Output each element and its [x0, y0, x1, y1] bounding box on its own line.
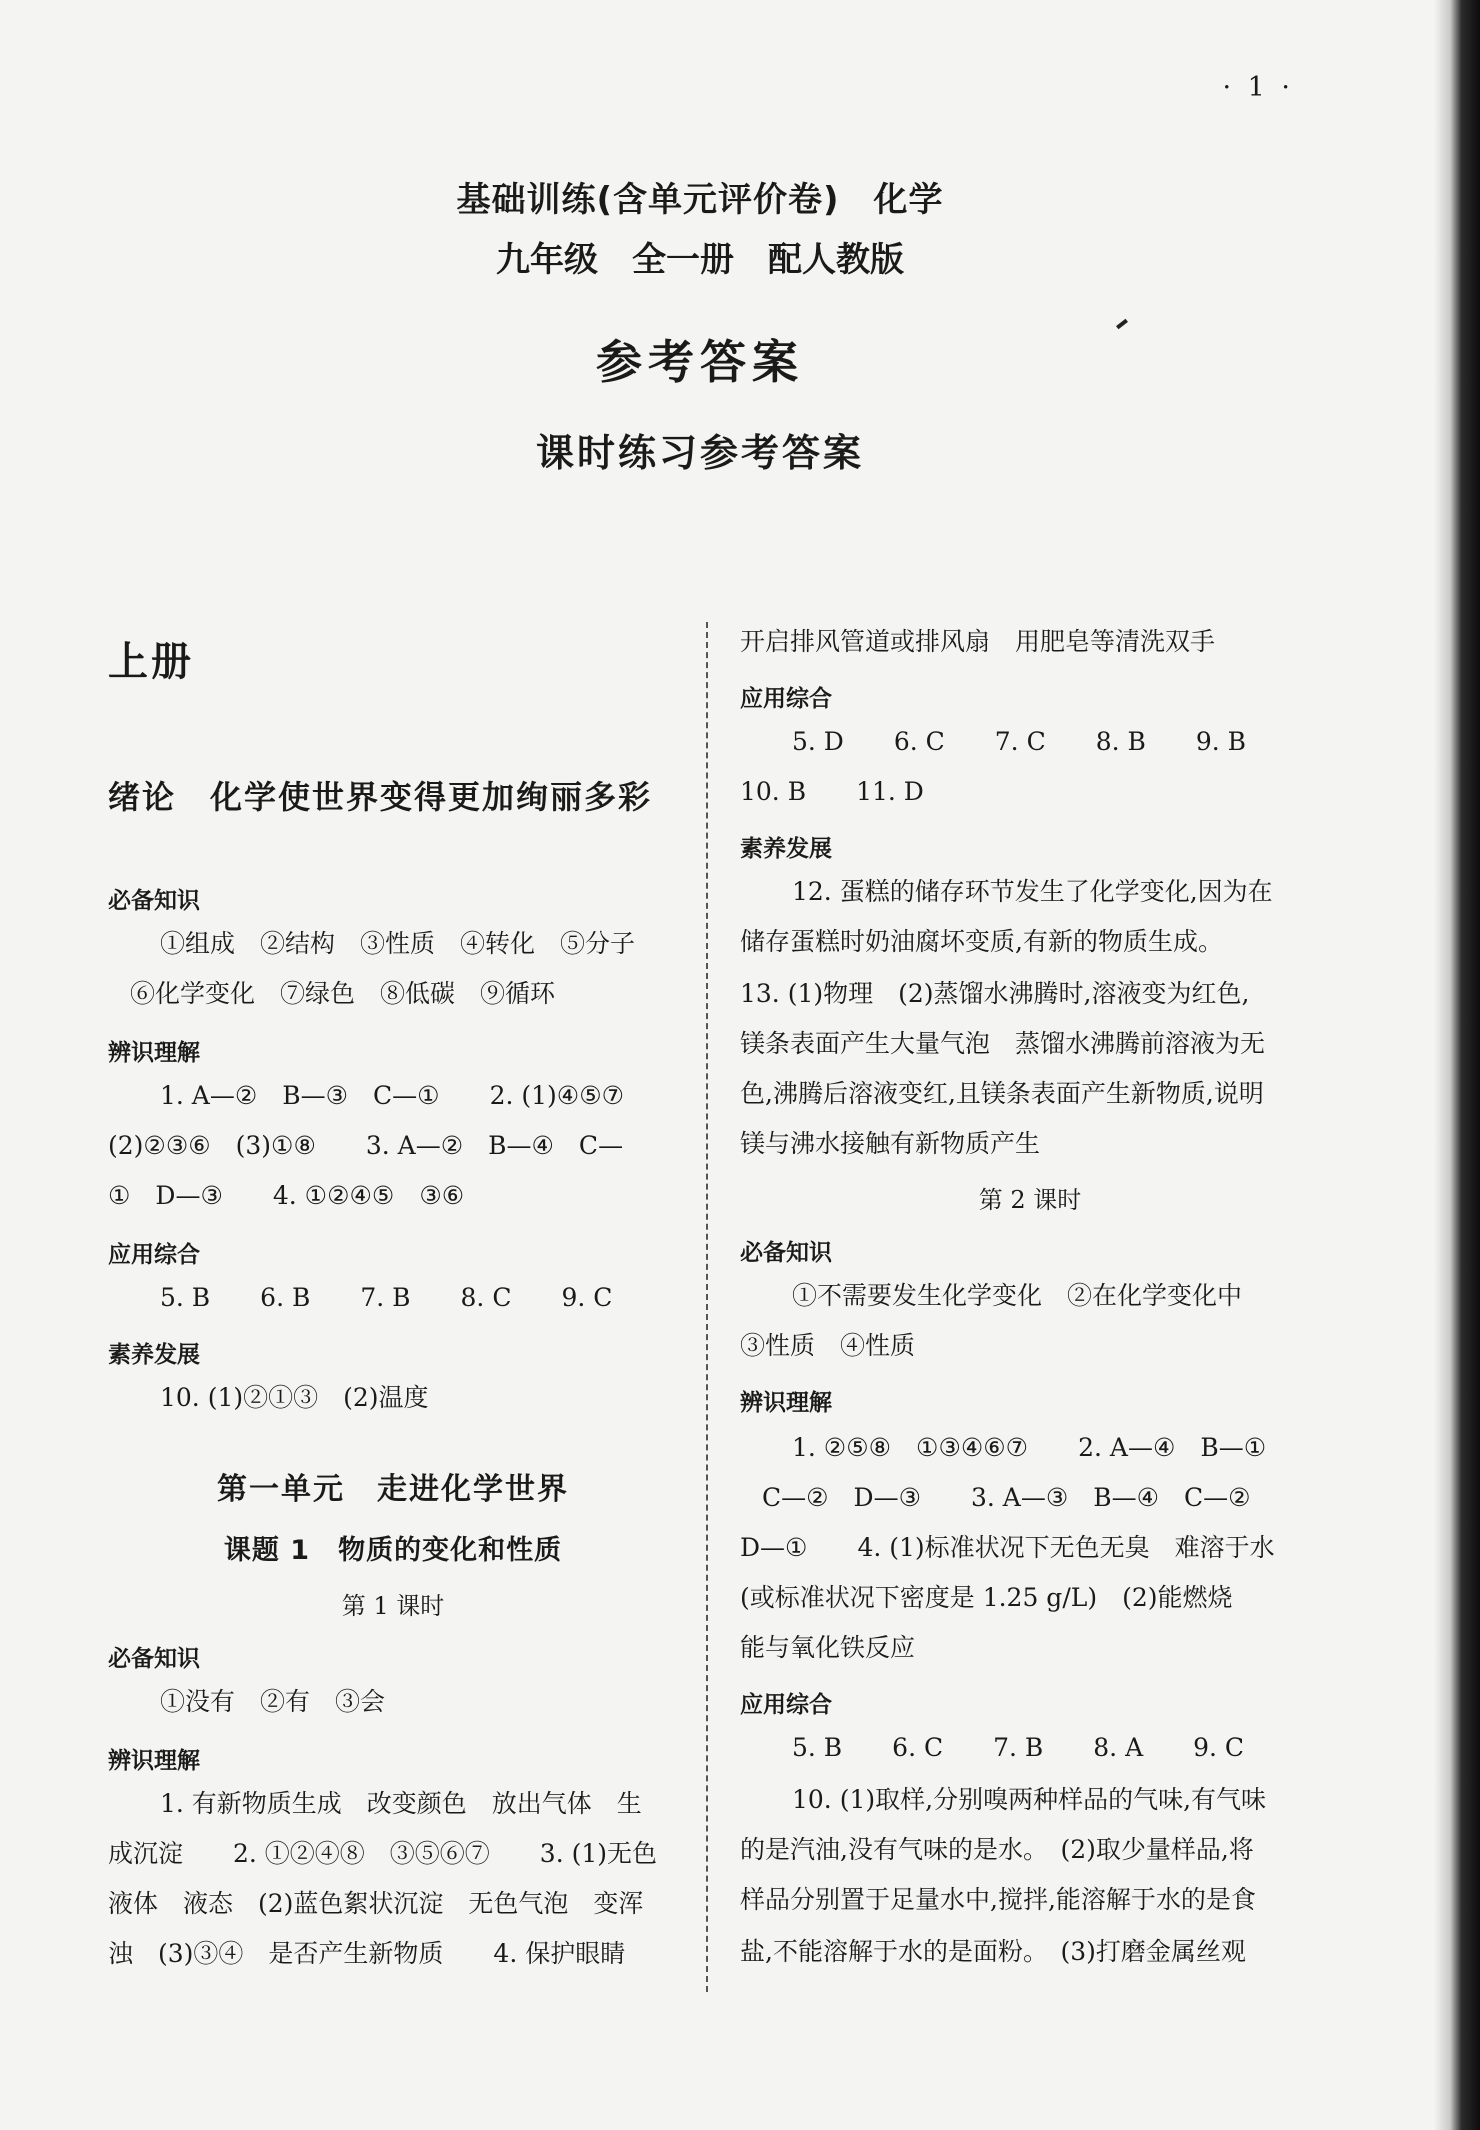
book-edition: [0, 232, 1400, 281]
answer-line: 1. 有新物质生成 改变颜色 放出气体 生: [160, 1789, 642, 1818]
answer-line: 镁条表面产生大量气泡 蒸馏水沸腾前溶液为无: [740, 1029, 1266, 1058]
subheading-application: 应用综合: [740, 1692, 832, 1718]
answer-line: ①没有 ②有 ③会: [160, 1687, 386, 1716]
lesson-heading: 第 2 课时: [978, 1186, 1082, 1214]
answer-line: C—② D—③ 3. A—③ B—④ C—②: [762, 1483, 1251, 1512]
answer-line: ①组成 ②结构 ③性质 ④转化 ⑤分子: [160, 929, 636, 958]
subheading-required-knowledge: 必备知识: [108, 888, 200, 914]
subheading-application: 应用综合: [108, 1242, 200, 1268]
subheading-required-knowledge: 必备知识: [108, 1646, 200, 1672]
subheading-identification: 辨识理解: [108, 1040, 200, 1066]
answer-line: 盐,不能溶解于水的是面粉。 (3)打磨金属丝观: [740, 1937, 1246, 1966]
answer-line: 样品分别置于足量水中,搅拌,能溶解于水的是食: [740, 1885, 1256, 1914]
subheading-required-knowledge: 必备知识: [740, 1240, 832, 1266]
subheading-development: 素养发展: [740, 836, 832, 862]
subheading-identification: 辨识理解: [740, 1390, 832, 1416]
subheading-identification: 辨识理解: [108, 1748, 200, 1774]
book-volume: 全一册: [632, 240, 734, 280]
scan-border: [1434, 0, 1480, 2130]
answer-line: 10. B 11. D: [740, 777, 924, 806]
answer-line: 色,沸腾后溶液变红,且镁条表面产生新物质,说明: [740, 1079, 1264, 1108]
answer-line: 13. (1)物理 (2)蒸馏水沸腾时,溶液变为红色,: [740, 979, 1250, 1008]
answer-line: (或标准状况下密度是 1.25 g/L) (2)能燃烧: [740, 1583, 1233, 1612]
volume-heading: 上册: [108, 639, 194, 685]
unit-heading: 第一单元 走进化学世界: [217, 1472, 569, 1507]
lesson-heading: 第 1 课时: [341, 1592, 445, 1620]
answer-line: 浊 (3)③④ 是否产生新物质 4. 保护眼睛: [108, 1939, 626, 1968]
answer-line: 镁与沸水接触有新物质产生: [740, 1129, 1041, 1158]
answer-line: ①不需要发生化学变化 ②在化学变化中: [792, 1281, 1243, 1310]
subheading-application: 应用综合: [740, 686, 832, 712]
answer-line: 5. B 6. C 7. B 8. A 9. C: [792, 1733, 1245, 1762]
answer-line: D—① 4. (1)标准状况下无色无臭 难溶于水: [740, 1533, 1275, 1562]
book-grade: 九年级: [496, 240, 598, 280]
answer-line: 12. 蛋糕的储存环节发生了化学变化,因为在: [792, 877, 1273, 906]
answer-line: ⑥化学变化 ⑦绿色 ⑧低碳 ⑨循环: [130, 979, 556, 1008]
answer-line: 5. D 6. C 7. C 8. B 9. B: [792, 727, 1247, 756]
answer-line: 1. A—② B—③ C—① 2. (1)④⑤⑦: [160, 1081, 625, 1110]
answers-title: 参考答案: [596, 335, 804, 389]
book-publisher: 配人教版: [768, 240, 904, 280]
book-title-series: 基础训练(含单元评价卷): [456, 180, 840, 220]
section-title: 课时练习参考答案: [535, 431, 864, 475]
intro-heading: 绪论 化学使世界变得更加绚丽多彩: [108, 778, 653, 816]
answer-line: 能与氧化铁反应: [740, 1633, 916, 1662]
answer-line: 液体 液态 (2)蓝色絮状沉淀 无色气泡 变浑: [108, 1889, 644, 1918]
answer-line: (2)②③⑥ (3)①⑧ 3. A—② B—④ C—: [108, 1131, 624, 1160]
answer-line: ① D—③ 4. ①②④⑤ ③⑥: [108, 1181, 465, 1210]
answer-line: 的是汽油,没有气味的是水。 (2)取少量样品,将: [740, 1835, 1254, 1864]
answer-line: ③性质 ④性质: [740, 1331, 916, 1360]
book-title-subject: 化学: [873, 180, 944, 220]
subheading-development: 素养发展: [108, 1342, 200, 1368]
answer-line: 5. B 6. B 7. B 8. C 9. C: [160, 1283, 613, 1312]
book-title: [0, 172, 1400, 221]
answer-line: 10. (1)②①③ (2)温度: [160, 1383, 429, 1412]
answer-line: 1. ②⑤⑧ ①③④⑥⑦ 2. A—④ B—①: [792, 1433, 1267, 1462]
answer-line: 成沉淀 2. ①②④⑧ ③⑤⑥⑦ 3. (1)无色: [108, 1839, 658, 1868]
answer-line: 储存蛋糕时奶油腐坏变质,有新的物质生成。: [740, 927, 1223, 956]
answer-line: 10. (1)取样,分别嗅两种样品的气味,有气味: [792, 1785, 1267, 1814]
page-number: · 1 ·: [1222, 72, 1294, 103]
answer-line: 开启排风管道或排风扇 用肥皂等清洗双手: [740, 627, 1216, 656]
topic-heading: 课题 1 物质的变化和性质: [223, 1535, 563, 1566]
